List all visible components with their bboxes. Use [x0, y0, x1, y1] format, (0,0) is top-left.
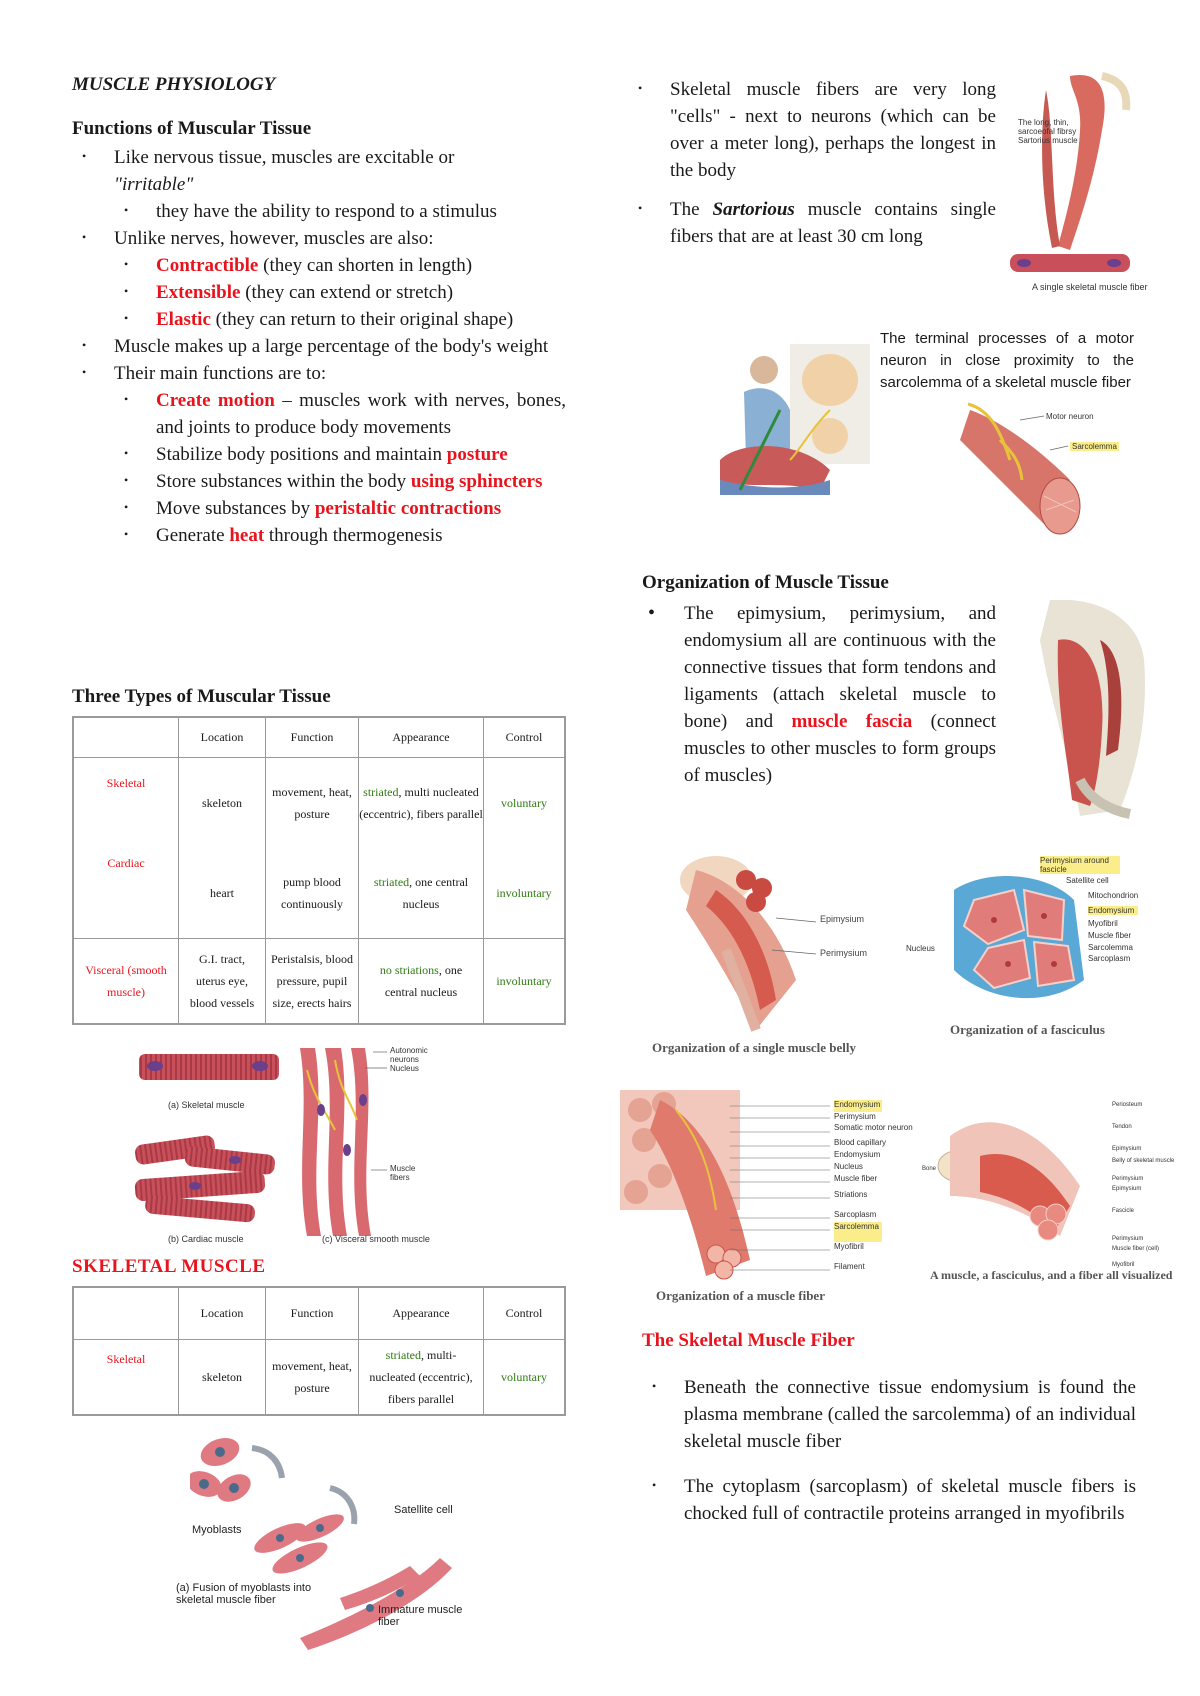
table-cell: voluntary involuntary — [484, 757, 566, 938]
label-muscle-fibers: Muscle fibers — [390, 1164, 416, 1182]
list-item: • Generate heat through thermogenesis — [114, 522, 566, 549]
list-item: • Contractible (they can shorten in length) — [114, 252, 566, 279]
table-cell: striated, multi nucleated (eccentric), fibers parallel striated, one central nucleus — [359, 757, 484, 938]
table-cell: G.I. tract, uterus eye, blood vessels — [179, 938, 266, 1024]
table-cell: striated, multi-nucleated (eccentric), fibers parallel — [359, 1339, 484, 1415]
motor-neuron-figure — [720, 340, 870, 500]
caption-b: (b) Cardiac muscle — [168, 1234, 244, 1244]
page-title: MUSCLE PHYSIOLOGY — [72, 74, 276, 95]
table-row-label: Visceral (smooth muscle) — [73, 938, 179, 1024]
list-item: • Skeletal muscle fibers are very long "cells" - next to neurons (which can be over a meter long), perhaps the longest in the body — [628, 76, 996, 184]
label-sarcolemma: Sarcolemma — [1072, 442, 1117, 451]
caption-fasciculus: Organization of a fasciculus — [950, 1022, 1105, 1037]
caption-belly: Organization of a single muscle belly — [652, 1040, 857, 1055]
table-cell: no striations, one central nucleus — [359, 938, 484, 1024]
label-sartorius: The long, thin, sarcoeofal fibrsy Sartorius muscle — [1018, 118, 1078, 145]
list-item: • The cytoplasm (sarcoplasm) of skeletal muscle fibers is chocked full of contractile proteins arranged in myofibrils — [642, 1473, 1136, 1527]
label-autonomic: Autonomic neurons — [390, 1046, 428, 1064]
table-row-label: Skeletal — [73, 1339, 179, 1415]
label-immature: Immature muscle fiber — [378, 1604, 463, 1628]
caption-a: (a) Skeletal muscle — [168, 1100, 245, 1110]
list-item: • Like nervous tissue, muscles are excitable or "irritable" • they have the ability to respond to a stimulus — [72, 144, 566, 225]
label-epimysium: Epimysium — [820, 914, 865, 924]
list-item: • The epimysium, perimysium, and endomysium all are continuous with the connective tissues that form tendons and ligaments (attach skeletal muscle to bone) and muscle fascia (connect muscles to other muscles to form groups of muscles) — [642, 600, 996, 789]
types-heading: Three Types of Muscular Tissue — [72, 686, 331, 707]
table-header: Location — [179, 717, 266, 757]
list-item: • Their main functions are to: • Create motion – muscles work with nerves, bones, and joints to produce body movements • Stabilize body positions and maintain posture • Store substances within the body using sphincters • Move substances by peristaltic contractions • Generate heat through thermogenesis — [72, 360, 566, 549]
skeletal-table — [72, 1286, 566, 1416]
table-header: Appearance — [359, 1287, 484, 1339]
fasciculus-labels: Perimysium around fascicle Satellite cell Mitochondrion Endomysium Myofibril Muscle fiber Sarcolemma Sarcoplasm — [1040, 856, 1139, 963]
functions-heading: Functions of Muscular Tissue — [72, 118, 312, 139]
table-cell: movement, heat, posture — [266, 1339, 359, 1415]
table-cell: Peristalsis, blood pressure, pupil size, erects hairs — [266, 938, 359, 1024]
table-header: Function — [266, 1287, 359, 1339]
label-bone: Bone — [922, 1166, 937, 1172]
all-visualized-figure — [930, 1096, 1110, 1256]
caption-all: A muscle, a fasciculus, and a fiber all visualized — [930, 1268, 1173, 1282]
skeletal-heading: SKELETAL MUSCLE — [72, 1256, 266, 1277]
table-cell: involuntary — [484, 938, 566, 1024]
table-header: Control — [484, 1287, 566, 1339]
label-motor-neuron: Motor neuron — [1046, 412, 1094, 421]
list-item: • Beneath the connective tissue endomysium is found the plasma membrane (called the sarcolemma) of an individual skeletal muscle fiber — [642, 1374, 1136, 1455]
motor-neuron-text: The terminal processes of a motor neuron in close proximity to the sarcolemma of a skeletal muscle fiber — [880, 330, 1134, 391]
label-satellite: Satellite cell — [394, 1504, 453, 1516]
caption-single-fiber: A single skeletal muscle fiber — [1032, 282, 1148, 292]
fiber-list — [642, 1374, 1136, 1527]
muscle-belly-figure — [676, 850, 846, 1040]
table-header: Control — [484, 717, 566, 757]
functions-list — [72, 144, 566, 549]
caption-fiber: Organization of a muscle fiber — [656, 1288, 825, 1303]
label-nucleus: Nucleus — [390, 1064, 419, 1073]
table-cell: skeleton — [179, 1339, 266, 1415]
caption-c: (c) Visceral smooth muscle — [322, 1234, 430, 1244]
muscle-fiber-figure — [620, 1080, 850, 1290]
list-item: • Elastic (they can return to their original shape) — [114, 306, 566, 333]
table-cell: skeleton heart — [179, 757, 266, 938]
table-header: Location — [179, 1287, 266, 1339]
arm-figure — [1010, 600, 1150, 820]
fiber-heading: The Skeletal Muscle Fiber — [642, 1330, 855, 1351]
sartorius-figure — [1010, 70, 1150, 280]
types-table — [72, 716, 566, 1025]
list-item: • Store substances within the body using sphincters — [114, 468, 566, 495]
list-item: • Unlike nerves, however, muscles are also: • Contractible (they can shorten in length) • Extensible (they can extend or stretch) • Elastic (they can return to their original shape) — [72, 225, 566, 333]
table-header: Appearance — [359, 717, 484, 757]
all-labels: Periosteum Tendon Epimysium Belly of skeletal muscle Perimysium Epimysium Fascicle Perimysium Muscle fiber (cell) Myofibril — [1112, 1102, 1175, 1268]
org-heading: Organization of Muscle Tissue — [642, 572, 889, 593]
right-list — [670, 76, 996, 250]
table-header: Function — [266, 717, 359, 757]
list-item: • Stabilize body positions and maintain posture — [114, 441, 566, 468]
list-item: • they have the ability to respond to a stimulus — [114, 198, 566, 225]
label-perimysium: Perimysium — [820, 948, 868, 958]
org-list — [642, 600, 996, 789]
list-item: • The Sartorious muscle contains single fibers that are at least 30 cm long — [628, 196, 996, 250]
table-row-label: Skeletal Cardiac — [73, 757, 179, 938]
table-cell: movement, heat, posture pump blood continuously — [266, 757, 359, 938]
list-item: • Extensible (they can extend or stretch) — [114, 279, 566, 306]
label-fusion: (a) Fusion of myoblasts into skeletal muscle fiber — [176, 1582, 312, 1606]
list-item: • Move substances by peristaltic contractions — [114, 495, 566, 522]
fiber-labels: Endomysium Perimysium Somatic motor neuron Blood capillary Endomysium Nucleus Muscle fiber Striations Sarcoplasm Sarcolemma Myofibril Filament — [834, 1100, 913, 1271]
sarcolemma-figure — [960, 400, 1090, 540]
list-item: • Muscle makes up a large percentage of the body's weight — [72, 333, 566, 360]
table-cell: voluntary — [484, 1339, 566, 1415]
list-item: • Create motion – muscles work with nerves, bones, and joints to produce body movements — [114, 387, 566, 441]
label-nucleus-fasc: Nucleus — [906, 944, 935, 953]
label-myoblasts: Myoblasts — [192, 1524, 242, 1536]
